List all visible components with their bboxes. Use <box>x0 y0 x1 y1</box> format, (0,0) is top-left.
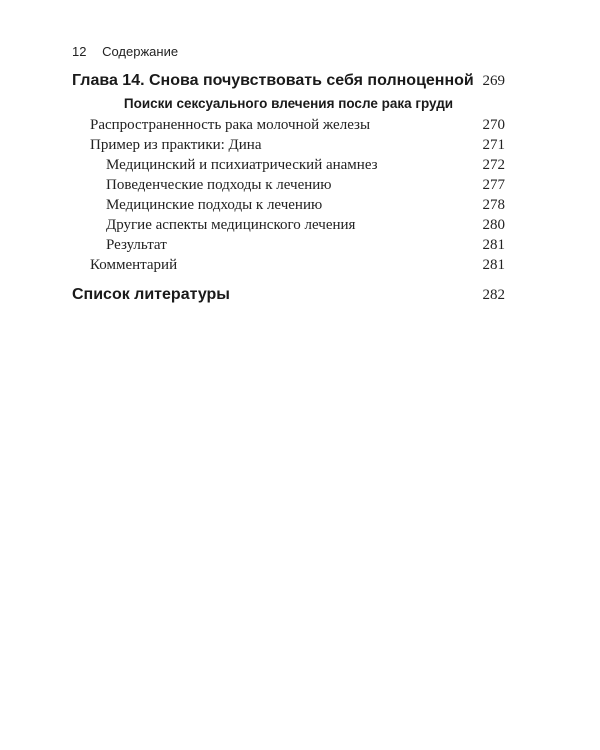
running-head <box>72 44 178 59</box>
toc-entry <box>72 137 505 154</box>
toc-entry-page: 270 <box>482 117 505 133</box>
bibliography-heading <box>72 286 505 304</box>
toc-entry-title: Медицинские подходы к лечению <box>106 197 323 213</box>
toc-entry <box>72 197 505 214</box>
toc-entry-title: Пример из практики: Дина <box>90 137 262 153</box>
bibliography-page: 282 <box>482 287 505 303</box>
chapter-title: Глава 14. Снова почувствовать себя полноценной <box>72 72 474 89</box>
toc-entry-title: Медицинский и психиатрический анамнез <box>106 157 378 173</box>
section-title: Содержание <box>102 44 179 59</box>
toc-entry-title: Поведенческие подходы к лечению <box>106 177 332 193</box>
toc-entry-page: 277 <box>482 177 505 193</box>
toc-entry-page: 278 <box>482 197 505 213</box>
toc-entry <box>72 257 505 274</box>
toc-entry-title: Распространенность рака молочной железы <box>90 117 371 133</box>
toc-entry <box>72 237 505 254</box>
toc-entry-title: Другие аспекты медицинского лечения <box>106 217 356 233</box>
toc-entry-page: 272 <box>482 157 505 173</box>
toc-entry-page: 281 <box>482 237 505 253</box>
chapter-subtitle: Поиски сексуального влечения после рака груди <box>123 96 454 111</box>
chapter-heading <box>72 72 505 90</box>
toc-entry-page: 280 <box>482 217 505 233</box>
toc-entry-title: Результат <box>106 237 167 253</box>
toc-entry <box>72 117 505 134</box>
toc-entry <box>72 217 505 234</box>
toc-entry-page: 281 <box>482 257 505 273</box>
page-number: 12 <box>72 44 87 59</box>
chapter-page: 269 <box>482 73 505 89</box>
toc-entry <box>72 157 505 174</box>
toc-entry-title: Комментарий <box>90 257 178 273</box>
bibliography-title: Список литературы <box>72 286 230 303</box>
toc-entry <box>72 177 505 194</box>
toc-entry-page: 271 <box>482 137 505 153</box>
